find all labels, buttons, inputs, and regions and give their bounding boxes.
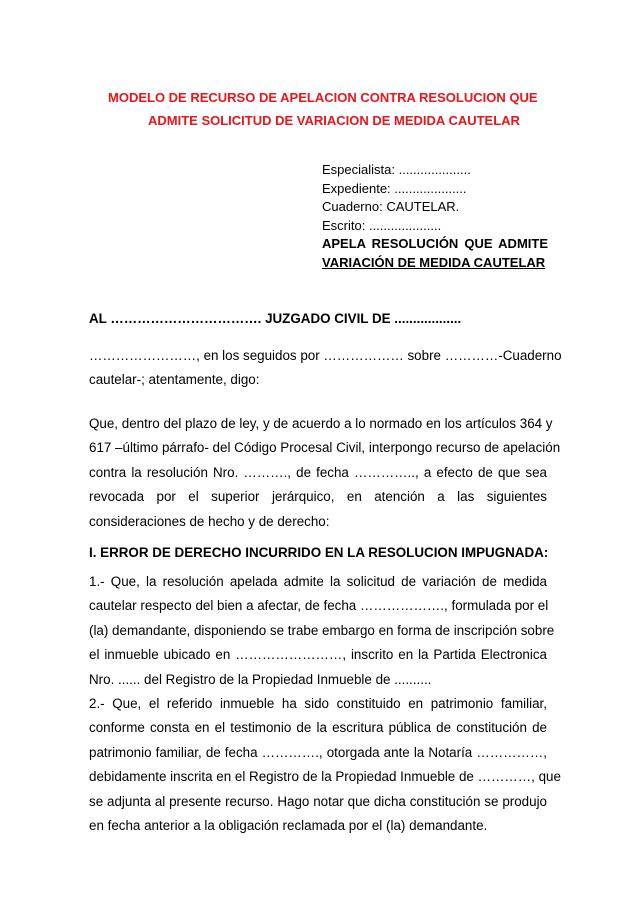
section-line: 1.- Que, la resolución apelada admite la solicitud de variación de medida	[89, 574, 547, 589]
section-line: patrimonio familiar, de fecha …………., otorgada ante la Notaría ……………,	[89, 744, 547, 760]
body-line: 617 –último párrafo- del Código Procesal Civil, interpongo recurso de apelación	[89, 440, 561, 456]
body-paragraph	[89, 412, 561, 534]
section-line: Nro. ...... del Registro de la Propiedad Inmueble de ..........	[89, 671, 432, 687]
section-1-content	[89, 570, 561, 838]
body-line: Que, dentro del plazo de ley, y de acuerdo a lo normado en los artículos 364 y	[89, 416, 553, 431]
section-line: el inmueble ubicado en ……………………, inscrito en la Partida Electronica	[89, 647, 547, 663]
section-line: (la) demandante, disponiendo se trabe embargo en forma de inscripción sobre	[89, 622, 555, 638]
section-line: conforme consta en el testimonio de la escritura pública de constitución de	[89, 720, 547, 736]
section-line: cautelar respecto del bien a afectar, de fecha ………………., formulada por el	[89, 598, 549, 614]
document-title-line-2: ADMITE SOLICITUD DE VARIACION DE MEDIDA CAUTELAR	[148, 113, 520, 128]
cuaderno-field: Cuaderno: CAUTELAR.	[322, 199, 460, 215]
court-addressee: AL ……………………………. JUZGADO CIVIL DE ..................	[89, 311, 462, 326]
sumilla-line-2: VARIACIÓN DE MEDIDA CAUTELAR	[322, 254, 546, 270]
body-line: contra la resolución Nro. ………., de fecha ………….., a efecto de que sea	[89, 464, 547, 480]
body-line: consideraciones de hecho y de derecho:	[89, 513, 330, 529]
section-line: 2.- Que, el referido inmueble ha sido constituido en patrimonio familiar,	[89, 696, 547, 712]
expediente-field: Expediente: ....................	[322, 180, 467, 196]
intro-paragraph	[89, 344, 562, 393]
document-title-line-1: MODELO DE RECURSO DE APELACION CONTRA RESOLUCION QUE	[108, 90, 538, 105]
escrito-field: Escrito: ....................	[322, 217, 442, 233]
especialista-field: Especialista: ....................	[322, 162, 471, 177]
section-line: en fecha anterior a la obligación reclamada por el (la) demandante.	[89, 818, 488, 834]
case-header-block	[322, 161, 548, 273]
section-line: se adjunta al presente recurso. Hago notar que dicha constitución se produjo	[89, 793, 547, 809]
section-heading: I. ERROR DE DERECHO INCURRIDO EN LA RESOLUCION IMPUGNADA:	[89, 545, 549, 560]
intro-line: ……………………, en los seguidos por ……………… sobre …………-Cuaderno	[89, 348, 562, 363]
body-line: revocada por el superior jerárquico, en atención a las siguientes	[89, 489, 547, 505]
section-line: debidamente inscrita en el Registro de la Propiedad Inmueble de …………, que	[89, 769, 561, 785]
intro-line: cautelar-; atentamente, digo:	[89, 372, 260, 388]
sumilla-line-1: APELA RESOLUCIÓN QUE ADMITE	[322, 236, 548, 252]
